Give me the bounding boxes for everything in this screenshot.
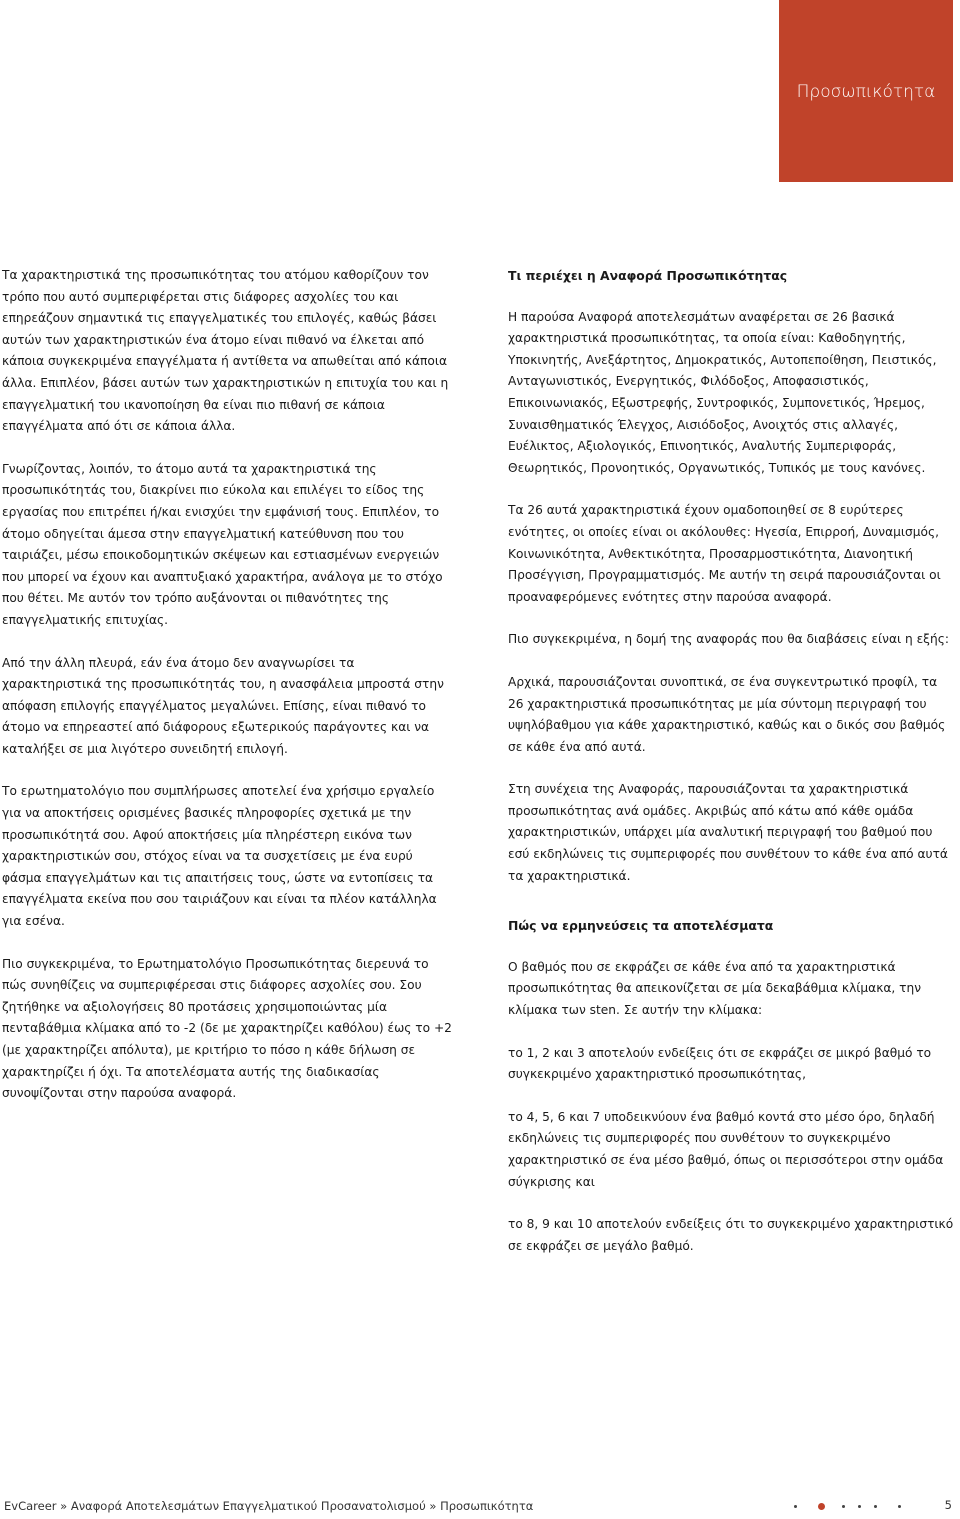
paragraph: Τα 26 αυτά χαρακτηριστικά έχουν ομαδοποιηθεί σε 8 ευρύτερες ενότητες, οι οποίες είναι οι ακόλουθες: Ηγεσία, Επιρροή, Δυναμισμός, Κοινωνικότητα, Ανθεκτικότητα, Προσαρμοστικότητα, Διανοητική Προσέγγιση, Προγραμματισμός. Με αυτήν τη σειρά παρουσιάζονται οι προαναφερόμενες ενότητες στην παρούσα αναφορά. <box>508 503 941 604</box>
paragraph: Πιο συγκεκριμένα, η δομή της αναφοράς που θα διαβάσεις είναι η εξής: <box>508 632 949 647</box>
progress-dot <box>794 1505 797 1508</box>
paragraph: Ο βαθμός που σε εκφράζει σε κάθε ένα από τα χαρακτηριστικά προσωπικότητας θα απεικονίζεται σε μία δεκαβάθμια κλίμακα, την κλίμακα των sten. Σε αυτήν την κλίμακα: <box>508 959 922 1018</box>
paragraph: το 4, 5, 6 και 7 υποδεικνύουν ένα βαθμό κοντά στο μέσο όρο, δηλαδή εκδηλώνεις τις συμπεριφορές που συνθέτουν το συγκεκριμένο χαρακτηριστικό σε ένα μέσο βαθμό, όπως οι περισσότεροι στην ομάδα σύγκρισης και <box>508 1109 944 1189</box>
breadcrumb: EvCareer » Αναφορά Αποτελεσμάτων Επαγγελματικού Προσανατολισμού » Προσωπικότητα <box>4 1499 534 1513</box>
paragraph: Το ερωτηματολόγιο που συμπλήρωσες αποτελεί ένα χρήσιμο εργαλείο για να αποκτήσεις ορισμένες βασικές πληροφορίες σχετικά με την προσωπικότητά σου. Αφού αποκτήσεις μία πληρέστερη εικόνα των χαρακτηριστικών σου, στόχος είναι να τα συσχετίσεις με ένα ευρύ φάσμα επαγγελμάτων και τις απαιτήσεις τους, ώστε να εντοπίσεις τα επαγγέλματα εκείνα που σου ταιριάζουν και είναι τα πλέον κατάλληλα για εσένα. <box>2 784 437 929</box>
page-number: 5 <box>944 1498 952 1512</box>
page-footer <box>4 1494 952 1518</box>
paragraph: το 1, 2 και 3 αποτελούν ενδείξεις ότι σε εκφράζει σε μικρό βαθμό το συγκεκριμένο χαρακτηριστικό προσωπικότητας, <box>508 1045 932 1082</box>
section-title: Προσωπικότητα <box>796 82 936 102</box>
paragraph: Αρχικά, παρουσιάζονται συνοπτικά, σε ένα συγκεντρωτικό προφίλ, τα 26 χαρακτηριστικά προσωπικότητας με μία σύντομη περιγραφή του υψηλόβαθμου για κάθε χαρακτηριστικό, καθώς και ο δικός σου βαθμός σε κάθε ένα από αυτά. <box>508 674 946 754</box>
section-heading-contents: Τι περιέχει η Αναφορά Προσωπικότητας <box>508 268 788 283</box>
section-heading-interpretation: Πώς να ερμηνεύσεις τα αποτελέσματα <box>508 918 774 934</box>
page-progress-dots <box>794 1500 914 1514</box>
paragraph: Από την άλλη πλευρά, εάν ένα άτομο δεν αναγνωρίσει τα χαρακτηριστικά της προσωπικότητάς του, η ανασφάλεια μπροστά στην απόφαση επιλογής επαγγέλματος μεγαλώνει. Επίσης, είναι πιθανό το άτομο να επηρεαστεί από διάφορους εξωτερικούς παράγοντες και να καταλήξει σε μια λιγότερο συνειδητή επιλογή. <box>2 655 444 756</box>
left-column <box>2 265 454 1126</box>
right-column <box>508 265 954 1278</box>
paragraph: Γνωρίζοντας, λοιπόν, το άτομο αυτά τα χαρακτηριστικά της προσωπικότητάς του, διακρίνει πιο εύκολα και επιλέγει το είδος της εργασίας που επιτρέπει ή/και ενισχύει την εμφάνισή τους. Επιπλέον, το άτομο οδηγείται άμεσα στην επαγγελματική κατεύθυνση που του ταιριάζει, μέσω εποικοδομητικών σκέψεων και εστιασμένων ενεργειών που μπορεί να έχουν και αναπτυξιακό χαρακτήρα, ανάλογα με το στόχο που θέτει. Με αυτόν τον τρόπο αυξάνονται οι πιθανότητες της επαγγελματικής επιτυχίας. <box>2 461 443 627</box>
paragraph: Η παρούσα Αναφορά αποτελεσμάτων αναφέρεται σε 26 βασικά χαρακτηριστικά προσωπικότητας, τα οποία είναι: Καθοδηγητής, Υποκινητής, Ανεξάρτητος, Δημοκρατικός, Αυτοπεποίθηση, Πειστικός, Ανταγωνιστικός, Ενεργητικός, Φιλόδοξος, Αποφασιστικός, Επικοινωνιακός, Εξωστρεφής, Συντροφικός, Συμπονετικός, Ήρεμος, Συναισθηματικός Έλεγχος, Αισιόδοξος, Ανοιχτός στις αλλαγές, Ευέλικτος, Αξιολογικός, Επινοητικός, Αναλυτής Συμπεριφοράς, Θεωρητικός, Προνοητικός, Οργανωτικός, Τυπικός με τους κανόνες. <box>508 309 937 475</box>
progress-dot <box>898 1505 901 1508</box>
paragraph: Πιο συγκεκριμένα, το Ερωτηματολόγιο Προσωπικότητας διερευνά το πώς συνηθίζεις να συμπεριφέρεσαι στις διάφορες ασχολίες σου. Σου ζητήθηκε να αξιολογήσεις 80 προτάσεις χρησιμοποιώντας μία πενταβάθμια κλίμακα από το -2 (δε με χαρακτηρίζει καθόλου) έως το +2 (με χαρακτηρίζει απόλυτα), με κριτήριο το πόσο η κάθε δήλωση σε χαρακτηρίζει ή όχι. Τα αποτελέσματα αυτής της διαδικασίας συνοψίζονται στην παρούσα αναφορά. <box>2 956 452 1101</box>
section-tab <box>779 0 953 182</box>
paragraph: Στη συνέχεια της Αναφοράς, παρουσιάζονται τα χαρακτηριστικά προσωπικότητας ανά ομάδες. Ακριβώς από κάτω από κάθε ομάδα χαρακτηριστικών, υπάρχει μία αναλυτική περιγραφή του βαθμού που εσύ εκδηλώνεις τις συμπεριφορές που συνθέτουν το κάθε ένα από αυτά τα χαρακτηριστικά. <box>508 782 948 883</box>
progress-dot <box>858 1505 861 1508</box>
progress-dot <box>842 1505 845 1508</box>
paragraph: το 8, 9 και 10 αποτελούν ενδείξεις ότι το συγκεκριμένο χαρακτηριστικό σε εκφράζει σε μεγάλο βαθμό. <box>508 1217 954 1253</box>
progress-dot-active <box>818 1503 825 1510</box>
paragraph: Τα χαρακτηριστικά της προσωπικότητας του ατόμου καθορίζουν τον τρόπο που αυτό συμπεριφέρεται στις διάφορες ασχολίες του και επηρεάζουν σημαντικά τις επαγγελματικές του επιλογές, καθώς βάσει αυτών των χαρακτηριστικών ένα άτομο είναι πιθανό να έλκεται από κάποια συγκεκριμένα επαγγέλματα ή αντίθετα να απωθείται από κάποια άλλα. Επιπλέον, βάσει αυτών των χαρακτηριστικών η επιτυχία του και η επαγγελματική του ικανοποίηση θα είναι πιο πιθανή σε κάποια επαγγέλματα από ότι σε κάποια άλλα. <box>2 268 449 434</box>
progress-dot <box>874 1505 877 1508</box>
